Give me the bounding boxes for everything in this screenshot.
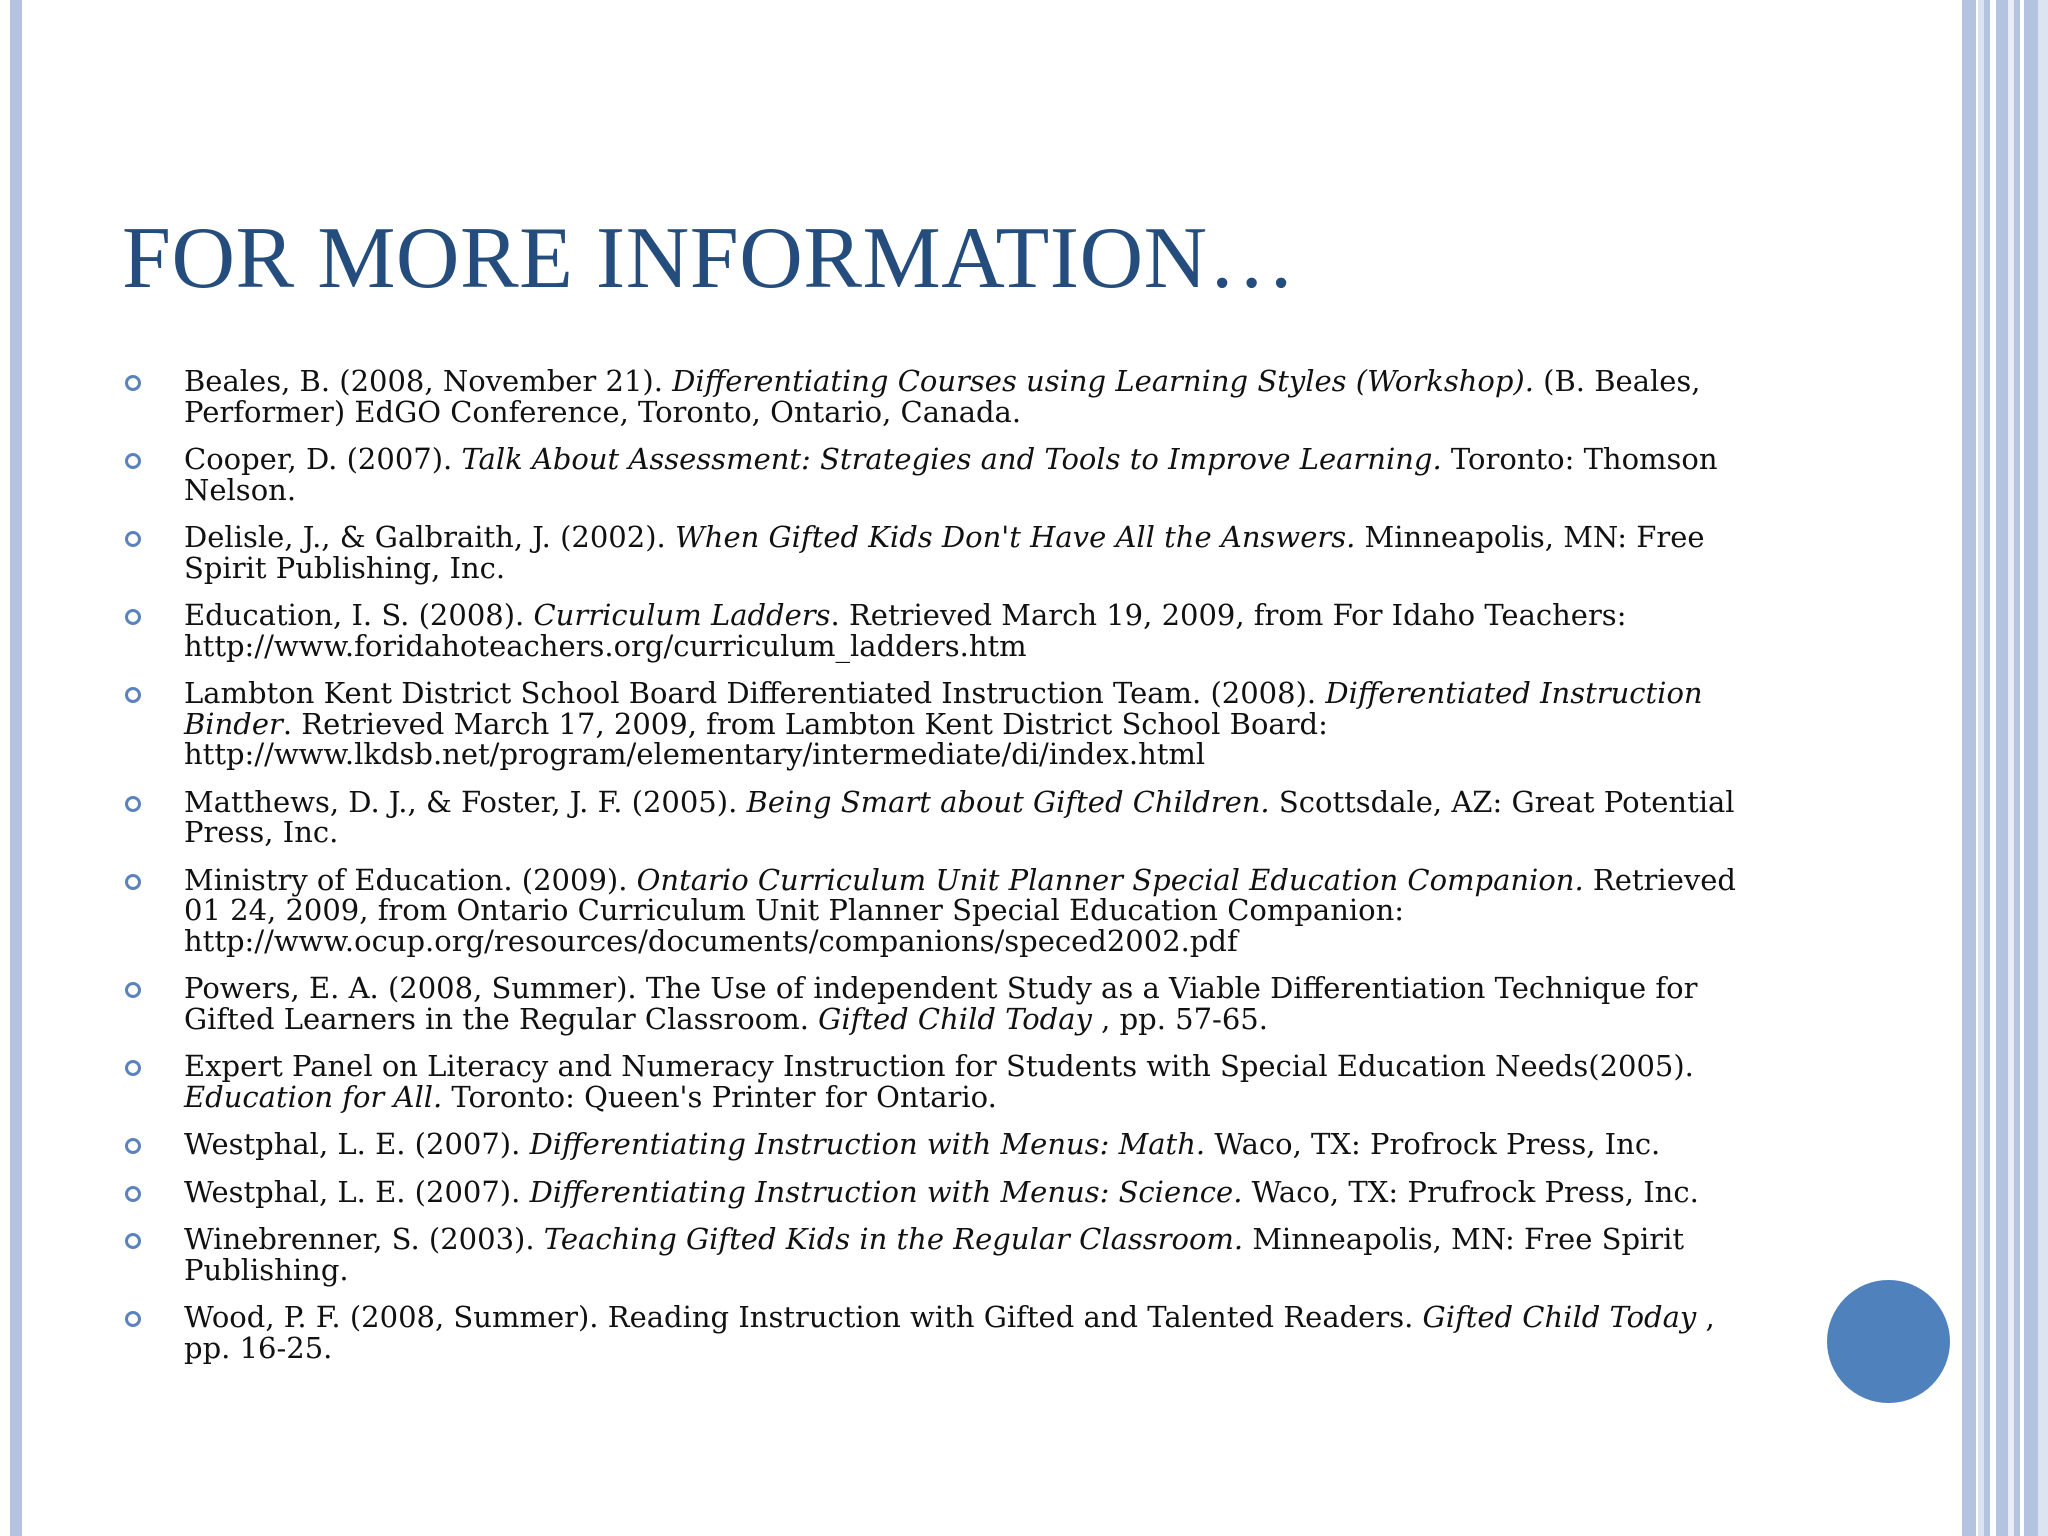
reference-text: Waco, TX: Profrock Press, Inc.: [1205, 1127, 1661, 1161]
bullet-icon: [125, 982, 141, 998]
bullet-icon: [125, 1233, 141, 1249]
reference-item: [125, 1129, 1745, 1160]
reference-text: Lambton Kent District School Board Differentiated Instruction Team. (2008).: [184, 676, 1326, 710]
reference-text: Delisle, J., & Galbraith, J. (2002).: [184, 520, 675, 554]
slide-title: FOR MORE INFORMATION…: [122, 210, 1297, 307]
reference-text: Cooper, D. (2007).: [184, 442, 462, 476]
reference-list: [125, 366, 1745, 1380]
reference-item: [125, 600, 1745, 661]
reference-item: [125, 1302, 1745, 1363]
reference-item: [125, 862, 1745, 958]
reference-text: Matthews, D. J., & Foster, J. F. (2005).: [184, 784, 747, 819]
bullet-icon: [125, 1060, 141, 1076]
reference-title: Teaching Gifted Kids in the Regular Classroom.: [543, 1222, 1244, 1256]
right-border-stripe: [1996, 0, 2008, 1536]
reference-text: Minneapolis, MN: Free Spirit Publishing.: [184, 1222, 1685, 1287]
bullet-icon: [125, 1186, 141, 1202]
reference-item: [125, 1051, 1745, 1112]
reference-text: Scottsdale, AZ: Great Potential Press, Inc.: [184, 784, 1735, 849]
bullet-icon: [125, 375, 141, 391]
reference-title: Differentiating Instruction with Menus: Science.: [529, 1174, 1243, 1209]
reference-title: When Gifted Kids Don't Have All the Answers.: [674, 520, 1356, 554]
reference-text: (B. Beales, Performer) EdGO Conference, Toronto, Ontario, Canada.: [184, 364, 1701, 429]
reference-text: . Retrieved March 17, 2009, from Lambton Kent District School Board: http://www.lkdsb.net/program/elementary/intermediate/di/index.html: [184, 706, 1328, 771]
reference-title: Gifted Child Today: [818, 1001, 1092, 1036]
reference-item: [125, 522, 1745, 583]
reference-title: Curriculum Ladders: [533, 598, 831, 632]
bullet-icon: [125, 687, 141, 703]
reference-text: Beales, B. (2008, November 21).: [184, 364, 673, 398]
reference-title: Talk About Assessment: Strategies and Tools to Improve Learning.: [461, 442, 1442, 476]
reference-item: [125, 678, 1745, 770]
right-border-stripe: [2024, 0, 2038, 1536]
right-border-stripe: [2038, 0, 2048, 1536]
reference-item: [125, 973, 1745, 1034]
reference-text: . Retrieved March 19, 2009, from For Idaho Teachers: http://www.foridahoteachers.org/curriculum_ladders.htm: [184, 598, 1627, 663]
reference-item: [125, 1224, 1745, 1285]
bullet-icon: [125, 531, 141, 547]
reference-title: Differentiated Instruction Binder: [184, 676, 1703, 741]
reference-title: Differentiating Courses using Learning Styles (Workshop).: [672, 364, 1534, 398]
reference-text: Toronto: Queen's Printer for Ontario.: [442, 1079, 997, 1114]
reference-item: [125, 366, 1745, 427]
reference-text: , pp. 16-25.: [184, 1300, 1715, 1365]
reference-item: [125, 1174, 1745, 1209]
reference-text: Toronto: Thomson Nelson.: [184, 442, 1718, 507]
bullet-icon: [125, 1138, 141, 1154]
reference-text: Retrieved 01 24, 2009, from Ontario Curriculum Unit Planner Special Education Companion: http://www.ocup.org/resources/documents/companions/speced2002.pdf: [184, 862, 1736, 958]
bullet-icon: [125, 453, 141, 469]
reference-text: Westphal, L. E. (2007).: [184, 1127, 530, 1161]
reference-title: Ontario Curriculum Unit Planner Special Education Companion.: [636, 862, 1584, 897]
reference-title: Differentiating Instruction with Menus: Math.: [529, 1127, 1206, 1161]
reference-text: Waco, TX: Prufrock Press, Inc.: [1242, 1174, 1699, 1209]
reference-text: Ministry of Education. (2009).: [184, 862, 637, 897]
reference-text: Westphal, L. E. (2007).: [184, 1174, 530, 1209]
circle-button[interactable]: [1827, 1280, 1950, 1403]
reference-text: Powers, E. A. (2008, Summer). The Use of independent Study as a Viable Differentiation Technique for Gifted Learners in the Regular Classroom.: [184, 971, 1698, 1036]
bullet-icon: [125, 1311, 141, 1327]
reference-text: Winebrenner, S. (2003).: [184, 1222, 544, 1256]
reference-text: Wood, P. F. (2008, Summer). Reading Instruction with Gifted and Talented Readers.: [184, 1300, 1423, 1334]
reference-item: [125, 444, 1745, 505]
bullet-icon: [125, 796, 141, 812]
reference-title: Education for All.: [184, 1079, 443, 1114]
reference-text: , pp. 57-65.: [1091, 1001, 1268, 1036]
reference-text: Expert Panel on Literacy and Numeracy Instruction for Students with Special Education Needs(2005).: [184, 1049, 1694, 1083]
bullet-icon: [125, 609, 141, 625]
reference-text: Education, I. S. (2008).: [184, 598, 534, 632]
reference-item: [125, 784, 1745, 849]
reference-title: Being Smart about Gifted Children.: [746, 784, 1270, 819]
reference-title: Gifted Child Today: [1422, 1300, 1697, 1334]
bullet-icon: [125, 874, 141, 890]
reference-text: Minneapolis, MN: Free Spirit Publishing, Inc.: [184, 520, 1705, 585]
left-border-stripe: [10, 0, 22, 1536]
right-border-stripe: [1962, 0, 1976, 1536]
